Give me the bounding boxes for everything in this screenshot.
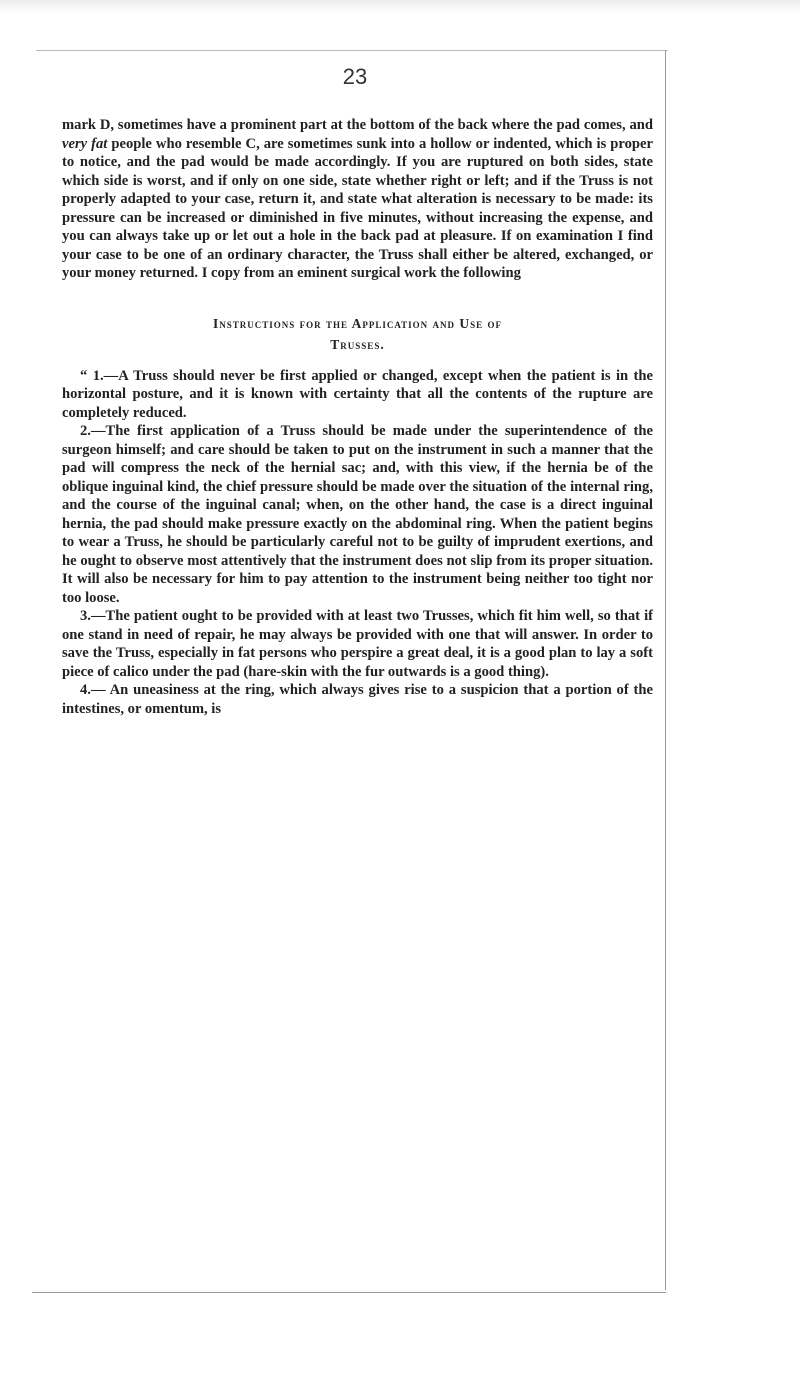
section-heading-line-1: Instructions for the Application and Use of	[212, 315, 503, 331]
instruction-item-4: 4.— An uneasiness at the ring, which always gives rise to a suspicion that a portion of the intestines, or omentum, is	[62, 682, 653, 717]
page-text	[62, 116, 653, 718]
emphasis-very-fat: very fat	[62, 135, 108, 152]
section-heading-line-2: Trusses.	[330, 336, 385, 352]
section-heading	[62, 313, 653, 355]
paragraph-text-end: people who resemble C, are sometimes sunk into a hollow or indented, which is proper to notice, and the pad would be made accordingly. If you are ruptured on both sides, state which side is worst, and if only on one side, state whether right or left; and if the Truss is not properly adapted to your case, return it, and state what alteration is necessary to be made: its pressure can be increased or diminished in five minutes, without increasing the expense, and you can always take up or let out a hole in the back pad at pleasure. If on examination I find your case to be one of an ordinary character, the Truss shall either be altered, exchanged, or your money returned. I copy from an eminent surgical work the following	[62, 135, 653, 281]
page-number: 23	[342, 64, 368, 89]
page-top-shadow	[0, 0, 800, 14]
right-rule	[665, 50, 666, 1290]
paragraph-text-start: mark D, sometimes have a prominent part at the bottom of the back where the pad comes, and	[62, 117, 653, 133]
instruction-item-2: 2.—The first application of a Truss should be made under the superintendence of the surgeon himself; and care should be taken to put on the instrument in such a manner that the pad will compress the neck of the hernial sac; and, with this view, if the hernia be of the oblique inguinal kind, the chief pressure should be made over the situation of the internal ring, and the course of the inguinal canal; when, on the other hand, the case is a direct inguinal hernia, the pad should make pressure exactly on the abdominal ring. When the patient begins to wear a Truss, he should be particularly careful not to be guilty of imprudent exertions, and he ought to observe most attentively that the instrument does not slip from its proper situation. It will also be necessary for him to pay attention to the instrument being neither too tight nor too loose.	[62, 423, 653, 606]
top-rule	[36, 50, 668, 51]
paragraph-truss-fitting	[62, 116, 653, 283]
bottom-rule	[32, 1292, 666, 1293]
instruction-item-1: “ 1.—A Truss should never be first applied or changed, except when the patient is in the horizontal posture, and it is known with certainty that all the contents of the rupture are completely reduced.	[62, 367, 653, 421]
instruction-item-3: 3.—The patient ought to be provided with at least two Trusses, which fit him well, so that if one stand in need of repair, he may always be provided with one that will answer. In order to save the Truss, especially in fat persons who perspire a great deal, it is a good plan to lay a soft piece of calico under the pad (hare-skin with the fur outwards is a good thing).	[62, 608, 653, 680]
